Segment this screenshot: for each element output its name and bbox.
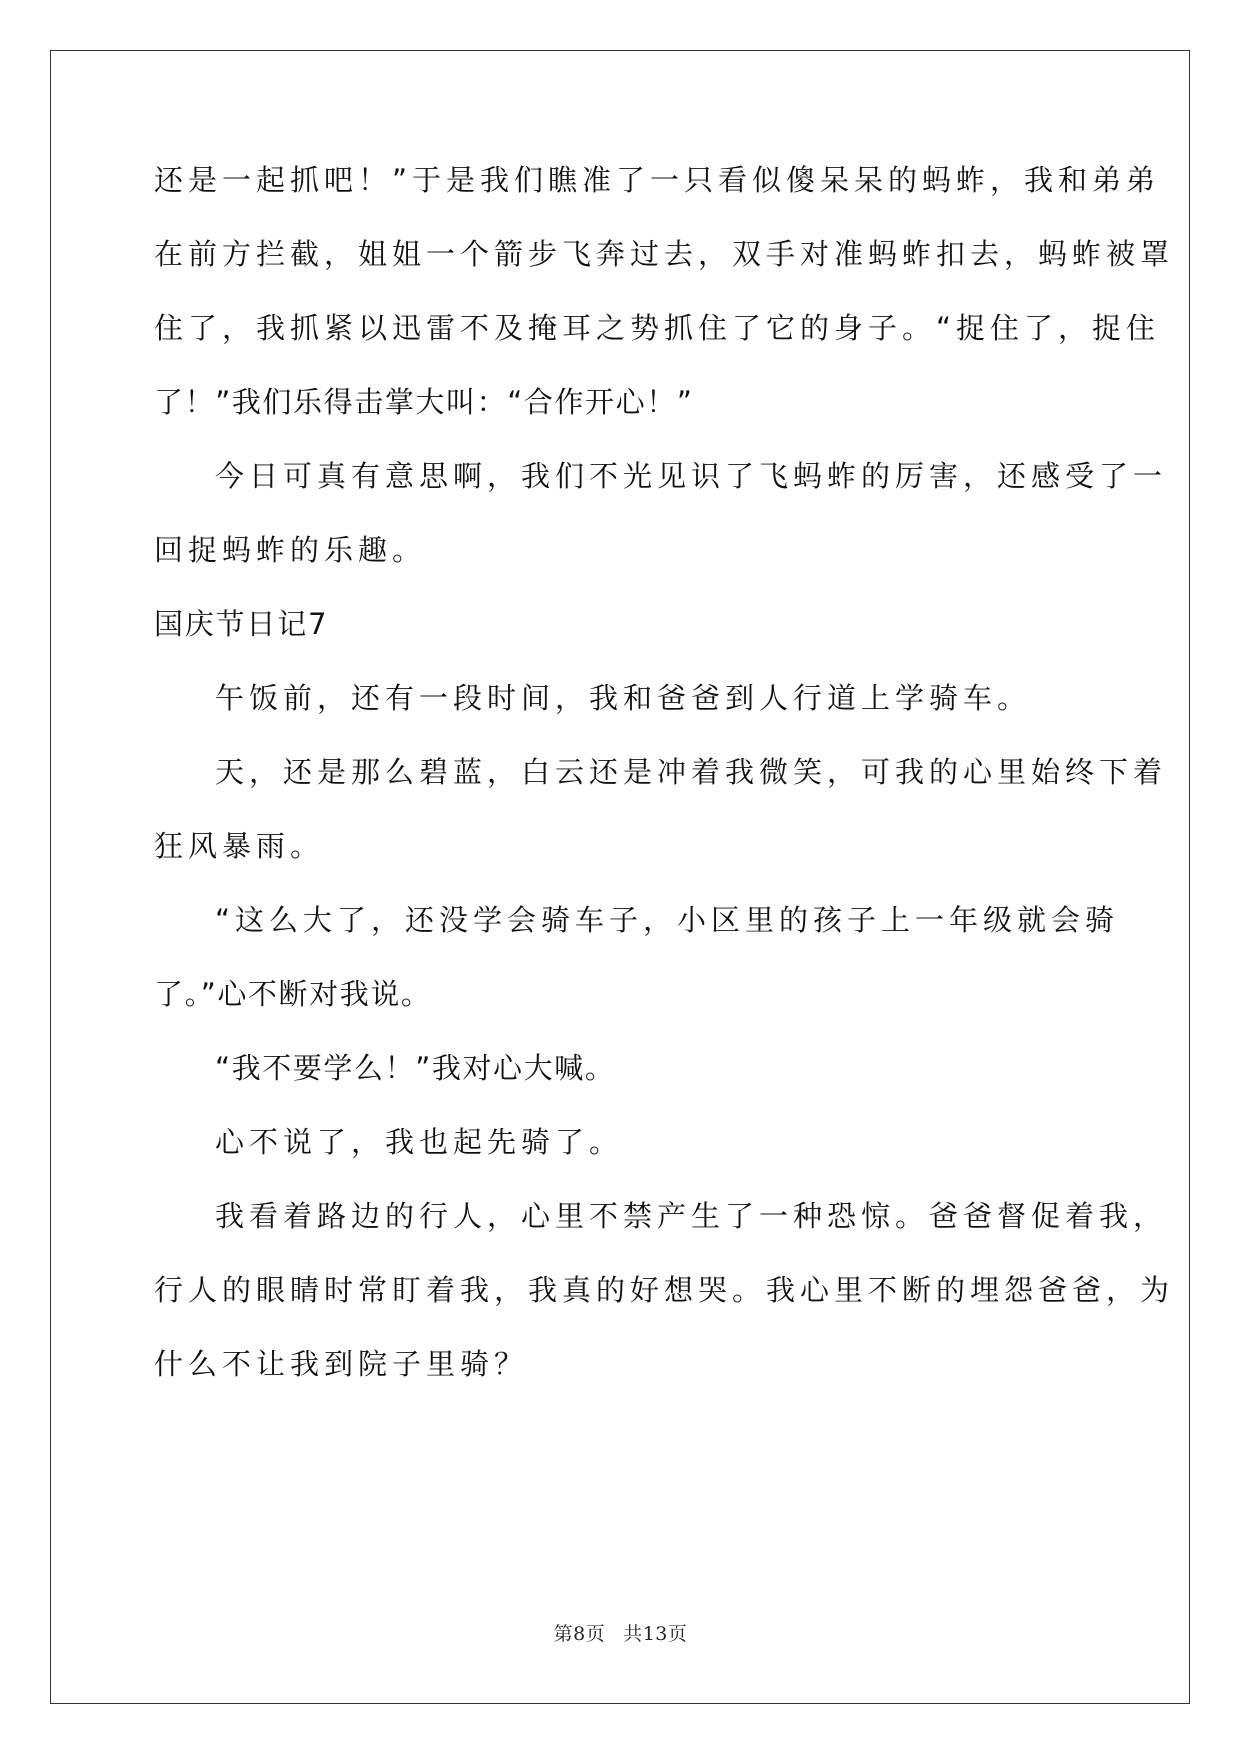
section-heading: 国庆节日记7	[154, 607, 329, 641]
page-border	[50, 50, 1190, 1704]
page-number: 第8页	[553, 1623, 606, 1645]
text-line: 天，还是那么碧蓝，白云还是冲着我微笑，可我的心里始终下着	[215, 755, 1168, 789]
text-line: 午饭前，还有一段时间，我和爸爸到人行道上学骑车。	[215, 681, 1032, 715]
text-line: “我不要学么！”我对心大喊。	[215, 1051, 616, 1085]
text-line: 住了，我抓紧以迅雷不及掩耳之势抓住了它的身子。“捉住了，捉住	[154, 311, 1161, 345]
text-line: 什么不让我到院子里骑？	[154, 1347, 529, 1381]
text-line: 还是一起抓吧！”于是我们瞧准了一只看似傻呆呆的蚂蚱，我和弟弟	[154, 163, 1161, 197]
text-line: 了！”我们乐得击掌大叫：“合作开心！”	[154, 385, 694, 419]
text-line: 了。”心不断对我说。	[154, 977, 432, 1011]
text-line: 行人的眼睛时常盯着我，我真的好想哭。我心里不断的埋怨爸爸，为	[154, 1273, 1175, 1307]
text-line: 心不说了，我也起先骑了。	[215, 1125, 624, 1159]
text-line: 回捉蚂蚱的乐趣。	[154, 533, 427, 567]
text-line: 我看着路边的行人，心里不禁产生了一种恐惊。爸爸督促着我，	[215, 1199, 1168, 1233]
text-line: 在前方拦截，姐姐一个箭步飞奔过去，双手对准蚂蚱扣去，蚂蚱被罩	[154, 237, 1175, 271]
page-footer	[0, 1622, 1241, 1646]
text-line: “这么大了，还没学会骑车子，小区里的孩子上一年级就会骑	[215, 903, 1120, 937]
page-total: 共13页	[623, 1623, 688, 1645]
text-line: 狂风暴雨。	[154, 829, 325, 863]
text-line: 今日可真有意思啊，我们不光见识了飞蚂蚱的厉害，还感受了一	[215, 459, 1168, 493]
